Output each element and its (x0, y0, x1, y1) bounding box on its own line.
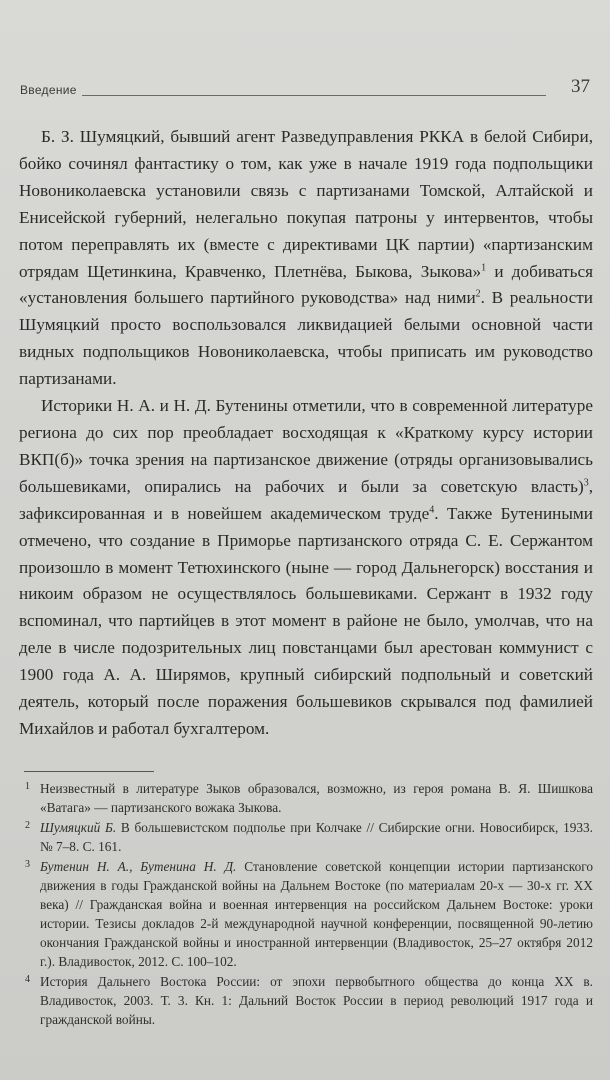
text-run: Историки Н. А. и Н. Д. Бутенины отметили, что в современной литературе региона до сих пор преобладает восходящая к «Краткому курсу истории ВКП(б)» точка зрения на партизанское движение (отряды организовывались большевиками, опирались на рабочих и были за советскую власть) (19, 396, 593, 496)
footnote-number: 1 (25, 781, 30, 792)
footnote-number: 3 (25, 859, 30, 870)
footnote-number: 4 (25, 974, 30, 985)
footnote-text: Неизвестный в литературе Зыков образовался, возможно, из героя романа В. Я. Шишкова «Ватага» — партизанского вожака Зыкова. (40, 781, 593, 815)
footnote-ref: 4 (429, 503, 435, 515)
text-run: . В реальности Шумяцкий просто воспользовался ликвидацией белыми основной части видных подпольщиков Новониколаевска, чтобы приписать им руководство партизанами. (19, 288, 593, 389)
text-run: , зафиксированная и в новейшем академическом труде (19, 476, 593, 523)
text-run: . Также Бутениными отмечено, что создание в Приморье партизанского отряда С. Е. Сержантом произошло в момент Тетюхинского (ныне — город Дальнегорск) восстания и никоим образом не осуществлялось большевиками. Сержант в 1932 году вспоминал, что партийцев в этот момент в районе не было, умолчав, что на деле в числе подозрительных лиц повстанцами был арестован коммунист с 1900 года А. А. Ширямов, крупный сибирский подпольный и советский деятель, который после поражения большевиков скрывался под фамилией Михайлов и работал бухгалтером. (19, 503, 593, 738)
footnote-text: История Дальнего Востока России: от эпохи первобытного общества до конца XX в. Владивосток, 2003. Т. 3. Кн. 1: Дальний Восток России в период революций 1917 года и гражданской войны. (40, 974, 593, 1027)
footnote-text: Становление советской концепции истории партизанского движения в годы Гражданской войны на Дальнем Востоке (по материалам 20-х — 30-х гг. XX века) // Гражданская война и военная интервенция на российском Дальнем Востоке: уроки истории. Тезисы докладов 2-й международной научной конференции, посвященной 90-летию окончания Гражданской войны и иностранной интервенции (Владивосток, 25–27 октября 2012 г.). Владивосток, 2012. С. 100–102. (40, 859, 593, 969)
running-header (20, 76, 590, 102)
text-run: Б. З. Шумяцкий, бывший агент Разведуправления РККА в белой Сибири, бойко сочинял фантастику о том, как уже в начале 1919 года подпольщики Новониколаевска установили связь с партизанами Томской, Алтайской и Енисейской губерний, нелегально покупая патроны у интервентов, чтобы потом переправлять их (вместе с директивами ЦК партии) «партизанским отрядам Щетинкина, Кравченко, Плетнёва, Быкова, Зыкова» (19, 127, 593, 281)
footnote-text: В большевистском подполье при Колчаке // Сибирские огни. Новосибирск, 1933. № 7–8. С. 161. (40, 820, 593, 854)
footnote-ref: 1 (481, 261, 487, 273)
paragraph (19, 124, 593, 393)
header-rule (82, 95, 546, 96)
footnote (19, 818, 593, 856)
footnote-ref: 3 (583, 477, 589, 489)
section-title: Введение (20, 83, 77, 97)
footnote-separator (24, 771, 154, 772)
main-text (19, 124, 593, 743)
paragraph (19, 393, 593, 743)
footnote (19, 779, 593, 817)
footnotes (19, 779, 593, 1029)
text-run: и добиваться «установления большего партийного руководства» над ними (19, 261, 594, 308)
footnote (19, 857, 593, 971)
footnote-author: Бутенин Н. А., Бутенина Н. Д. (40, 859, 237, 874)
page-number: 37 (571, 76, 590, 97)
footnote-ref: 2 (475, 288, 481, 300)
footnote (19, 972, 593, 1029)
footnote-author: Шумяцкий Б. (40, 820, 117, 835)
footnote-number: 2 (25, 820, 30, 831)
